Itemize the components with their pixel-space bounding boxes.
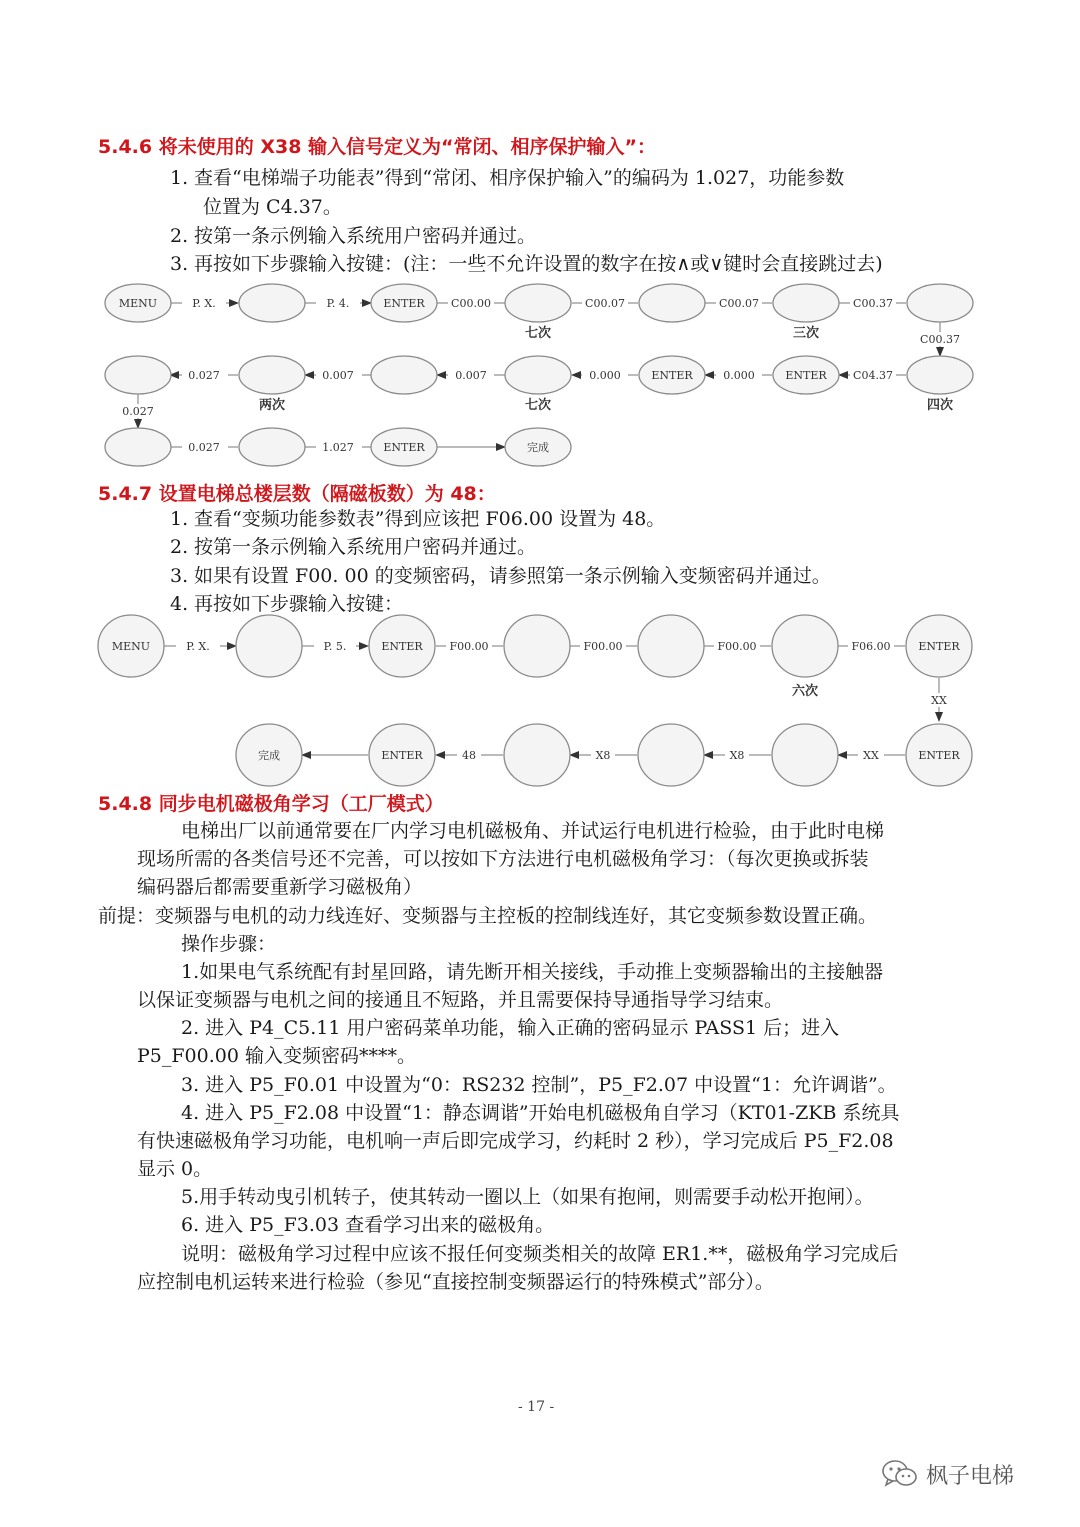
edge-label: C00.07 — [585, 297, 625, 310]
paragraph-line: 1.如果电气系统配有封星回路，请先断开相关接线，手动推上变频器输出的主接触器 — [181, 961, 884, 983]
keypad-node — [772, 615, 838, 677]
edge-label: 0.007 — [455, 369, 487, 382]
watermark — [880, 1458, 1014, 1490]
repeat-note: 四次 — [926, 398, 954, 413]
edge-label: X8 — [595, 749, 611, 762]
section-heading-5-4-7: 5.4.7 设置电梯总楼层数（隔磁板数）为 48： — [98, 483, 496, 505]
keypress-flow-diagram-546 — [0, 280, 1080, 480]
paragraph-line: 6. 进入 P5_F3.03 查看学习出来的磁极角。 — [181, 1214, 555, 1236]
keypad-node — [505, 356, 571, 394]
wechat-icon — [880, 1458, 920, 1490]
edge-label: 0.000 — [723, 369, 755, 382]
keypress-flow-diagram-547 — [0, 615, 1080, 790]
paragraph-line: 操作步骤： — [181, 933, 277, 955]
keypad-node — [773, 284, 839, 322]
paragraph-line: 以保证变频器与电机之间的接通且不短路，并且需要保持导通指导学习结束。 — [137, 989, 784, 1011]
edge-label: P. X. — [186, 640, 210, 653]
edge-label: XX — [863, 749, 879, 762]
node-label: ENTER — [651, 369, 693, 382]
keypad-node — [105, 356, 171, 394]
watermark-text: 枫子电梯 — [926, 1463, 1015, 1489]
edge-label: 0.007 — [322, 369, 354, 382]
node-label: ENTER — [381, 749, 423, 762]
edge-label: XX — [931, 694, 947, 707]
keypad-node — [236, 615, 302, 677]
repeat-note: 七次 — [524, 326, 552, 341]
keypad-node — [239, 356, 305, 394]
edge-label: C00.37 — [920, 333, 960, 346]
paragraph-line: 前提：变频器与电机的动力线连好、变频器与主控板的控制线连好，其它变频参数设置正确。 — [98, 905, 878, 927]
section-heading-5-4-6: 5.4.6 将未使用的 X38 输入信号定义为“常闭、相序保护输入”： — [98, 136, 657, 158]
paragraph-line: 现场所需的各类信号还不完善，可以按如下方法进行电机磁极角学习：（每次更换或拆装 — [137, 848, 869, 870]
edge-label: F06.00 — [851, 640, 891, 653]
edge-label: C00.00 — [451, 297, 491, 310]
paragraph-line: 编码器后都需要重新学习磁极角） — [137, 876, 423, 898]
node-label: ENTER — [785, 369, 827, 382]
paragraph-line: 说明：磁极角学习过程中应该不报任何变频类相关的故障 ER1.**，磁极角学习完成后 — [181, 1243, 899, 1265]
keypad-node — [505, 284, 571, 322]
keypad-node — [639, 284, 705, 322]
edge-label: C04.37 — [853, 369, 893, 382]
paragraph-line: 5.用手转动曳引机转子，使其转动一圈以上（如果有抱闸，则需要手动松开抱闸）。 — [181, 1186, 874, 1208]
paragraph-line: 有快速磁极角学习功能，电机响一声后即完成学习，约耗时 2 秒），学习完成后 P5_F2.08 — [137, 1130, 894, 1152]
list-item: 3. 如果有设置 F00. 00 的变频密码，请参照第一条示例输入变频密码并通过。 — [170, 565, 831, 587]
edge-label: 0.027 — [188, 369, 220, 382]
edge-label: 0.000 — [589, 369, 621, 382]
paragraph-line: 2. 进入 P4_C5.11 用户密码菜单功能，输入正确的密码显示 PASS1 后；进入 — [181, 1017, 840, 1039]
edge-label: C00.37 — [853, 297, 893, 310]
edge-label: F00.00 — [717, 640, 757, 653]
edge-label: X8 — [729, 749, 745, 762]
keypad-node — [239, 428, 305, 466]
keypad-node — [239, 284, 305, 322]
paragraph-line: 电梯出厂以前通常要在厂内学习电机磁极角、并试运行电机进行检验，由于此时电梯 — [181, 820, 885, 842]
paragraph-line: 显示 0。 — [137, 1158, 213, 1180]
node-label: ENTER — [918, 640, 960, 653]
edge-label: P. 5. — [323, 640, 347, 653]
paragraph-line: P5_F00.00 输入变频密码****。 — [137, 1045, 416, 1067]
keypad-node — [907, 356, 973, 394]
keypad-node — [638, 615, 704, 677]
edge-label: 0.027 — [188, 441, 220, 454]
keypad-node — [907, 284, 973, 322]
keypad-node — [504, 615, 570, 677]
repeat-note: 六次 — [791, 684, 819, 699]
repeat-note: 三次 — [792, 326, 820, 341]
keypad-node — [772, 724, 838, 786]
keypad-node — [638, 724, 704, 786]
section-heading-5-4-8: 5.4.8 同步电机磁极角学习（工厂模式） — [98, 793, 444, 815]
keypad-node — [504, 724, 570, 786]
paragraph-line: 3. 进入 P5_F0.01 中设置为“0：RS232 控制”，P5_F2.07 中设置“1：允许调谐”。 — [181, 1074, 897, 1096]
repeat-note: 七次 — [524, 398, 552, 413]
paragraph-line: 应控制电机运转来进行检验（参见“直接控制变频器运行的特殊模式”部分）。 — [137, 1271, 774, 1293]
node-label: ENTER — [383, 297, 425, 310]
list-item: 3. 再按如下步骤输入按键：(注：一些不允许设置的数字在按∧或∨键时会直接跳过去) — [170, 253, 883, 275]
node-label: 完成 — [258, 749, 280, 762]
list-item-continuation: 位置为 C4.37。 — [203, 196, 342, 218]
edge-label: 0.027 — [122, 405, 154, 418]
node-label: ENTER — [383, 441, 425, 454]
edge-label: 48 — [462, 749, 476, 762]
edge-label: F00.00 — [449, 640, 489, 653]
node-label: MENU — [111, 640, 151, 653]
edge-label: P. 4. — [326, 297, 350, 310]
list-item: 2. 按第一条示例输入系统用户密码并通过。 — [170, 225, 537, 247]
list-item: 2. 按第一条示例输入系统用户密码并通过。 — [170, 536, 537, 558]
edge-label: C00.07 — [719, 297, 759, 310]
keypad-node — [105, 428, 171, 466]
edge-label: 1.027 — [322, 441, 354, 454]
list-item: 1. 查看“变频功能参数表”得到应该把 F06.00 设置为 48。 — [170, 508, 666, 530]
list-item: 1. 查看“电梯端子功能表”得到“常闭、相序保护输入”的编码为 1.027，功能参数 — [170, 167, 845, 189]
page-number: - 17 - — [518, 1399, 555, 1415]
edge-label: F00.00 — [583, 640, 623, 653]
node-label: MENU — [118, 297, 158, 310]
edge-label: P. X. — [192, 297, 216, 310]
keypad-node — [371, 356, 437, 394]
node-label: ENTER — [381, 640, 423, 653]
node-label: ENTER — [918, 749, 960, 762]
repeat-note: 两次 — [258, 398, 286, 413]
node-label: 完成 — [527, 441, 549, 454]
list-item: 4. 再按如下步骤输入按键： — [170, 593, 404, 615]
paragraph-line: 4. 进入 P5_F2.08 中设置“1：静态调谐”开始电机磁极角自学习（KT01-ZKB 系统具 — [181, 1102, 900, 1124]
